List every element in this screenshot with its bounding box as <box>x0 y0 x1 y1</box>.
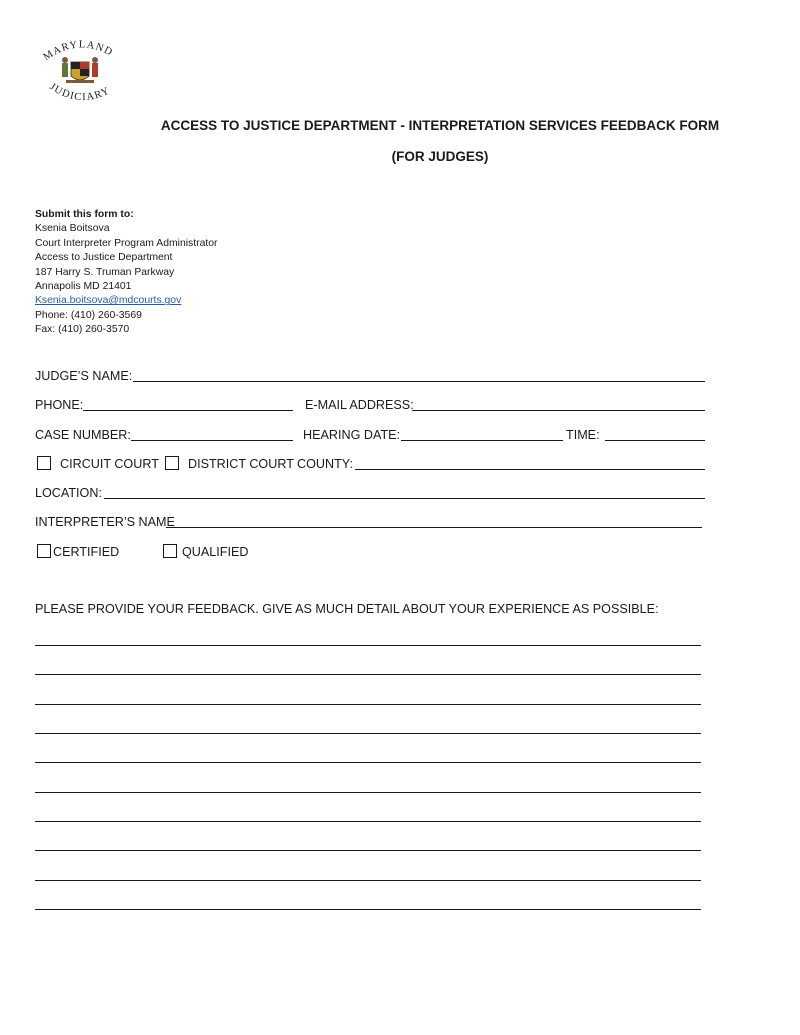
judge-name-field[interactable] <box>133 381 705 382</box>
phone-field[interactable] <box>83 410 293 411</box>
location-label: LOCATION: <box>35 486 102 500</box>
circuit-court-checkbox[interactable] <box>37 456 51 470</box>
location-row <box>35 484 705 502</box>
contact-fax: Fax: (410) 260-3570 <box>35 324 130 336</box>
qualified-label: QUALIFIED <box>182 545 249 559</box>
case-number-label: CASE NUMBER: <box>35 428 131 442</box>
judge-name-row <box>35 367 705 385</box>
feedback-prompt: PLEASE PROVIDE YOUR FEEDBACK. GIVE AS MUCH DETAIL ABOUT YOUR EXPERIENCE AS POSSIBLE: <box>35 602 659 616</box>
judiciary-seal-icon <box>30 38 130 104</box>
email-field[interactable] <box>412 410 705 411</box>
feedback-line[interactable] <box>35 674 701 675</box>
feedback-line[interactable] <box>35 733 701 734</box>
contact-street: 187 Harry S. Truman Parkway <box>35 266 175 278</box>
district-court-checkbox[interactable] <box>165 456 179 470</box>
hearing-date-label: HEARING DATE: <box>303 428 401 442</box>
county-label: COUNTY: <box>297 457 353 471</box>
feedback-line[interactable] <box>35 792 701 793</box>
contact-phone: Phone: (410) 260-3569 <box>35 309 142 321</box>
submit-heading: Submit this form to: <box>35 209 134 220</box>
qualified-checkbox[interactable] <box>163 544 177 558</box>
feedback-line[interactable] <box>35 909 701 910</box>
court-county-row <box>35 455 705 473</box>
svg-text:JUDICIARY: JUDICIARY <box>47 81 113 104</box>
time-label: TIME: <box>566 428 600 442</box>
contact-email-link[interactable]: Ksenia.boitsova@mdcourts.gov <box>35 295 182 307</box>
circuit-court-label: CIRCUIT COURT <box>60 457 159 471</box>
interpreter-name-field[interactable] <box>166 527 702 528</box>
certified-checkbox[interactable] <box>37 544 51 558</box>
email-label: E-MAIL ADDRESS: <box>305 398 414 412</box>
contact-city: Annapolis MD 21401 <box>35 281 132 293</box>
feedback-line[interactable] <box>35 645 701 646</box>
hearing-date-field[interactable] <box>401 440 563 441</box>
maryland-judiciary-logo <box>30 38 130 104</box>
feedback-line[interactable] <box>35 704 701 705</box>
judge-name-label: JUDGE’S NAME: <box>35 369 133 383</box>
case-date-time-row <box>35 426 705 444</box>
certified-label: CERTIFIED <box>53 545 120 559</box>
county-field[interactable] <box>355 469 705 470</box>
case-number-field[interactable] <box>131 440 293 441</box>
contact-role: Court Interpreter Program Administrator <box>35 237 218 249</box>
form-title: ACCESS TO JUSTICE DEPARTMENT - INTERPRETATION SERVICES FEEDBACK FORM <box>160 118 720 133</box>
interpreter-name-label: INTERPRETER’S NAME <box>35 515 175 529</box>
phone-email-row <box>35 396 705 414</box>
district-court-label: DISTRICT COURT <box>188 457 294 471</box>
time-field[interactable] <box>605 440 705 441</box>
submit-address-block <box>35 208 217 338</box>
svg-text:MARYLAND: MARYLAND <box>41 39 115 64</box>
interpreter-status-row <box>35 543 705 561</box>
contact-name: Ksenia Boitsova <box>35 223 110 235</box>
form-subtitle: (FOR JUDGES) <box>391 149 489 164</box>
location-field[interactable] <box>104 498 705 499</box>
contact-department: Access to Justice Department <box>35 252 173 264</box>
feedback-line[interactable] <box>35 821 701 822</box>
feedback-line[interactable] <box>35 762 701 763</box>
feedback-line[interactable] <box>35 880 701 881</box>
phone-label: PHONE: <box>35 398 84 412</box>
interpreter-name-row <box>35 513 705 531</box>
feedback-line[interactable] <box>35 850 701 851</box>
